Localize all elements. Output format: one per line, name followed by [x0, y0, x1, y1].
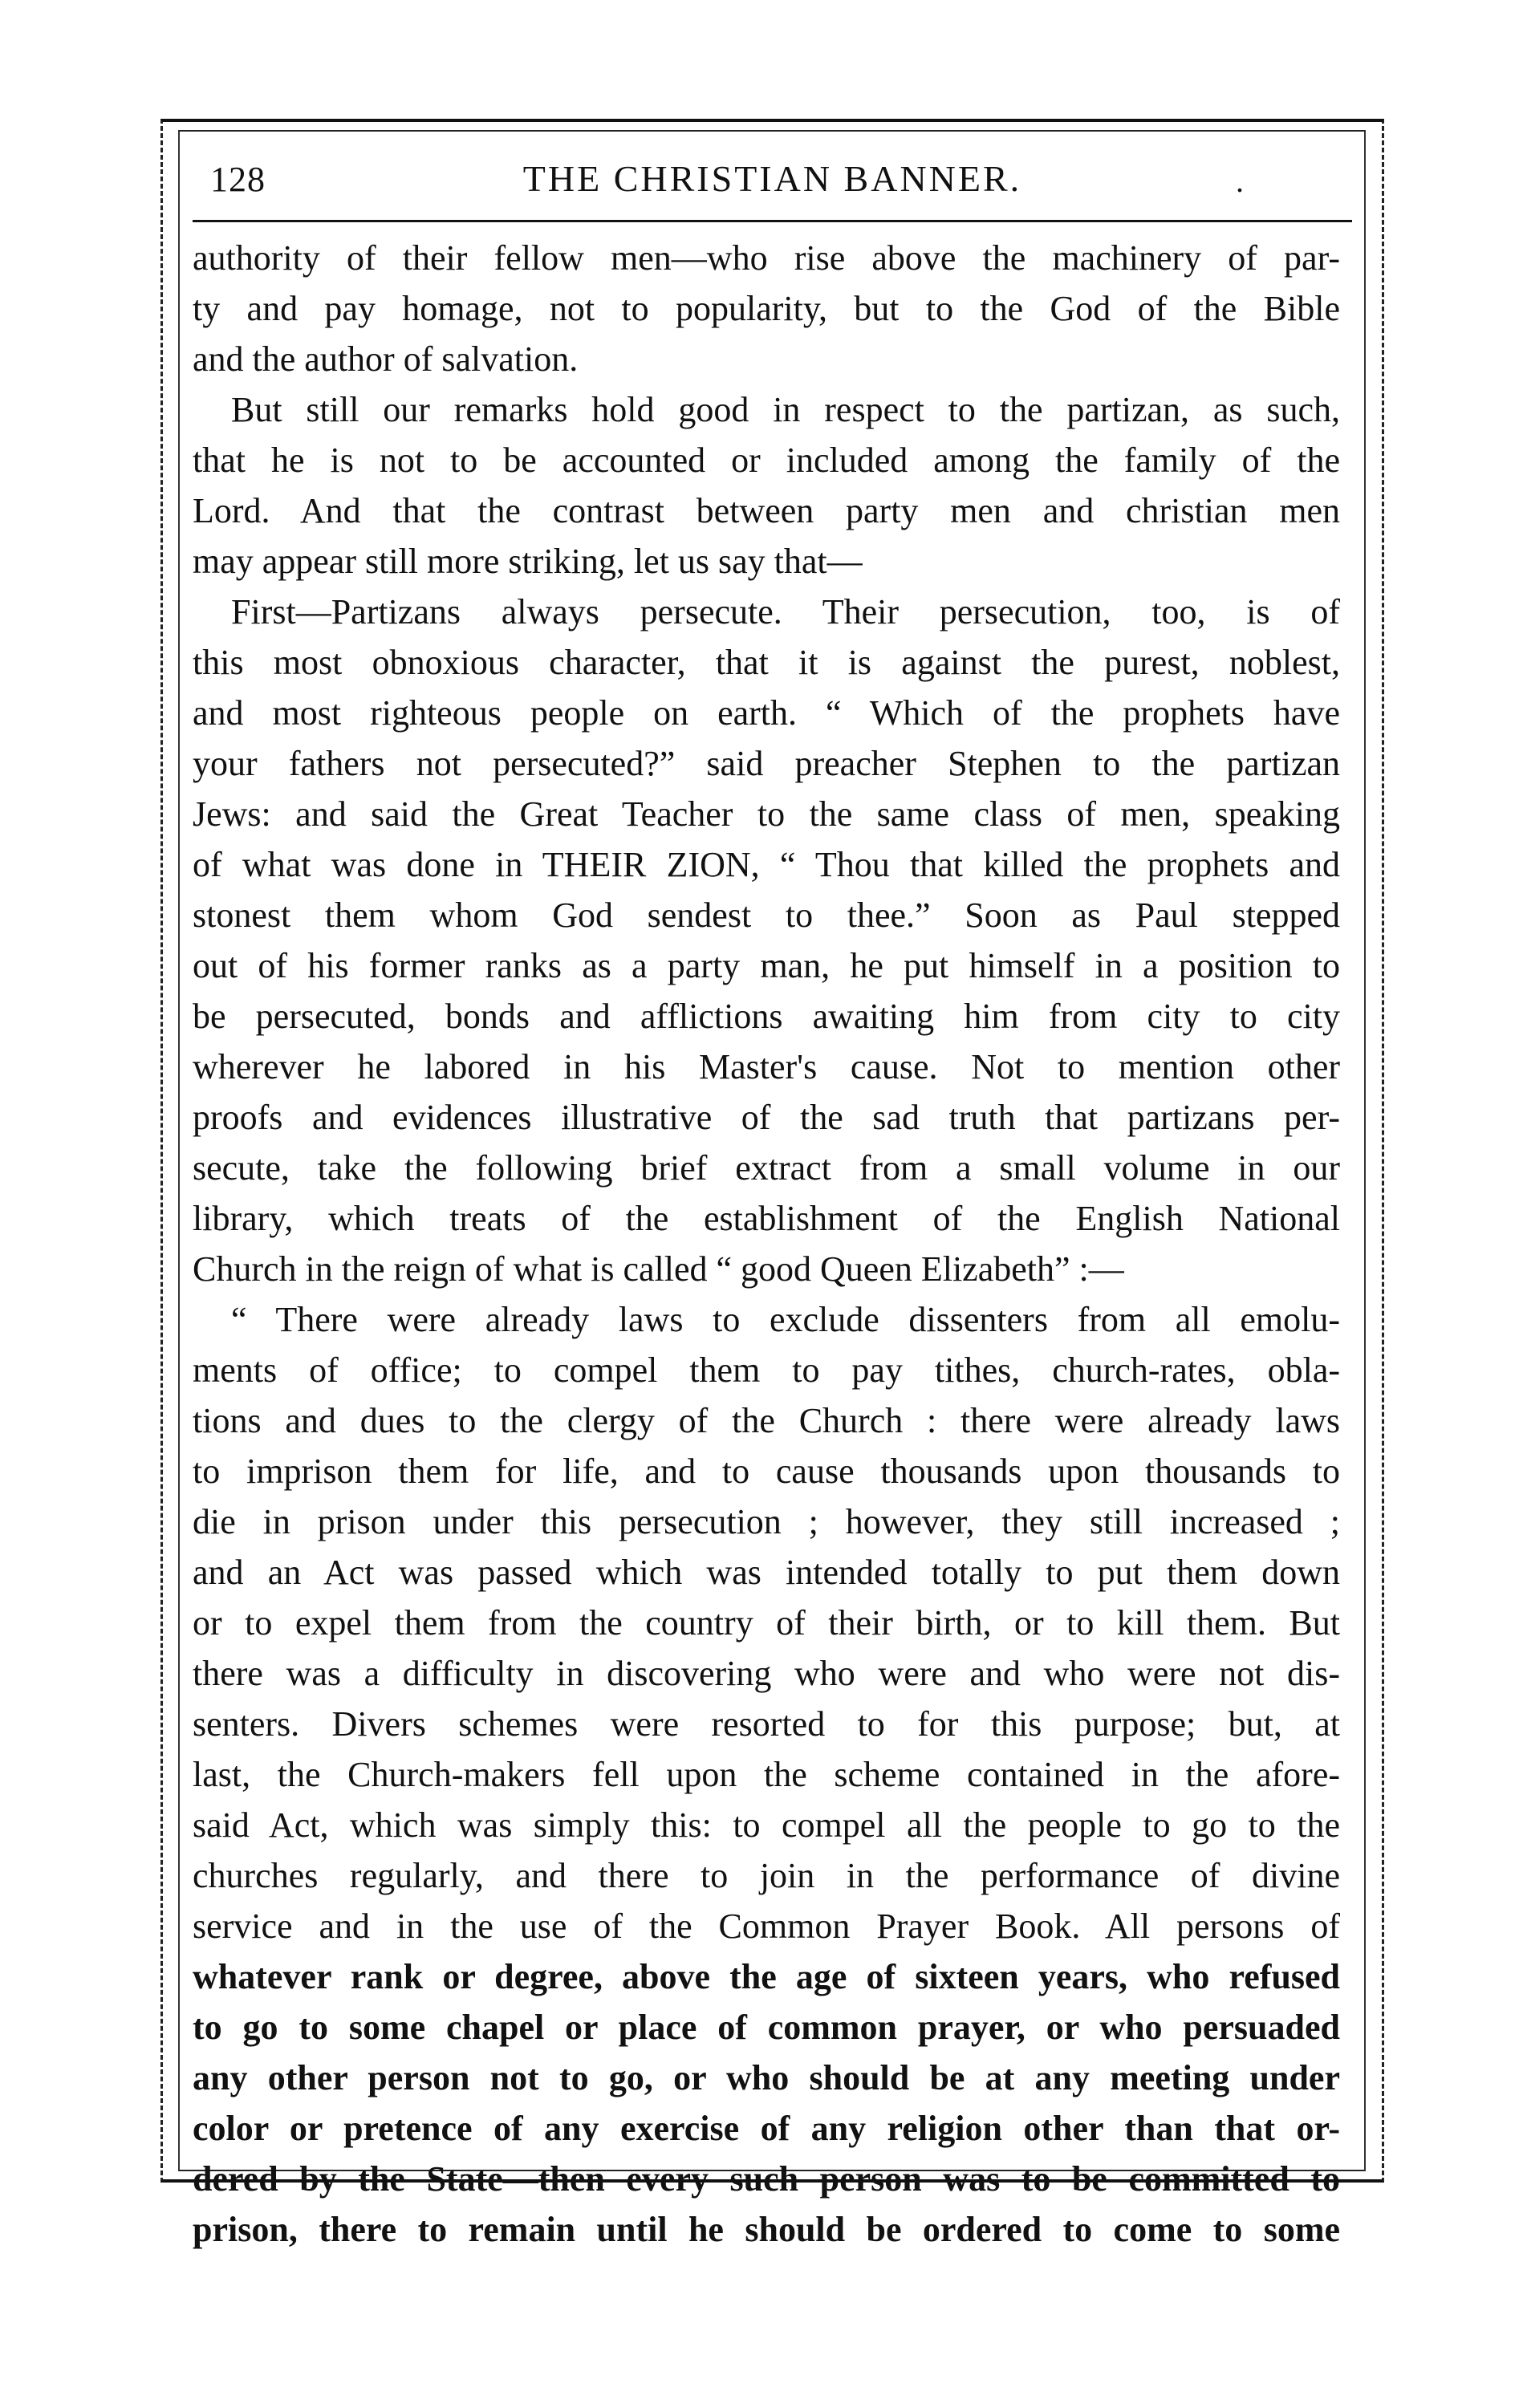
text-line: out of his former ranks as a party man, he put himself in a position to	[193, 946, 1340, 985]
text-line: First—Partizans always persecute. Their persecution, too, is of	[231, 592, 1340, 631]
text-line: and an Act was passed which was intended totally to put them down	[193, 1553, 1340, 1592]
text-line: service and in the use of the Common Prayer Book. All persons of	[193, 1907, 1340, 1946]
text-line: dered by the State—then every such person was to be committed to	[193, 2159, 1340, 2199]
text-line: or to expel them from the country of their birth, or to kill them. But	[193, 1603, 1340, 1643]
text-line: be persecuted, bonds and afflictions awaiting him from city to city	[193, 997, 1340, 1036]
text-line: Jews: and said the Great Teacher to the same class of men, speaking	[193, 794, 1340, 834]
text-line: “ There were already laws to exclude dissenters from all emolu-	[231, 1300, 1340, 1339]
text-line: churches regularly, and there to join in the performance of divine	[193, 1856, 1340, 1895]
text-line: and the author of salvation.	[193, 339, 579, 379]
header-dot: .	[1236, 163, 1244, 199]
text-line: authority of their fellow men—who rise above the machinery of par-	[193, 238, 1340, 278]
text-line: your fathers not persecuted?” said preacher Stephen to the partizan	[193, 744, 1340, 783]
text-line: secute, take the following brief extract from a small volume in our	[193, 1148, 1340, 1188]
text-line: to go to some chapel or place of common prayer, or who persuaded	[193, 2008, 1340, 2047]
text-line: there was a difficulty in discovering who were and who were not dis-	[193, 1654, 1340, 1693]
text-line: Church in the reign of what is called “ good Queen Elizabeth” :—	[193, 1249, 1124, 1289]
text-line: and most righteous people on earth. “ Which of the prophets have	[193, 693, 1340, 733]
text-line: ty and pay homage, not to popularity, but to the God of the Bible	[193, 289, 1340, 328]
text-line: stonest them whom God sendest to thee.” Soon as Paul stepped	[193, 895, 1340, 935]
text-line: ments of office; to compel them to pay tithes, church-rates, obla-	[193, 1350, 1340, 1390]
page-number: 128	[210, 160, 266, 199]
text-line: color or pretence of any exercise of any religion other than that or-	[193, 2109, 1340, 2148]
text-line: last, the Church-makers fell upon the scheme contained in the afore-	[193, 1755, 1340, 1794]
text-line: this most obnoxious character, that it is against the purest, noblest,	[193, 643, 1340, 682]
text-line: any other person not to go, or who should be at any meeting under	[193, 2058, 1340, 2097]
text-line: may appear still more striking, let us say that—	[193, 542, 863, 581]
text-line: of what was done in THEIR ZION, “ Thou that killed the prophets and	[193, 845, 1340, 884]
text-line: said Act, which was simply this: to compel all the people to go to the	[193, 1805, 1340, 1845]
text-line: senters. Divers schemes were resorted to for this purpose; but, at	[193, 1704, 1340, 1744]
text-line: whatever rank or degree, above the age of sixteen years, who refused	[193, 1957, 1340, 1996]
running-title: THE CHRISTIAN BANNER.	[522, 158, 1022, 199]
text-line: wherever he labored in his Master's cause. Not to mention other	[193, 1047, 1340, 1086]
page-header	[193, 146, 1352, 222]
text-line: But still our remarks hold good in respect to the partizan, as such,	[231, 390, 1340, 429]
text-line: Lord. And that the contrast between party men and christian men	[193, 491, 1340, 530]
text-line: proofs and evidences illustrative of the sad truth that partizans per-	[193, 1098, 1340, 1137]
text-line: die in prison under this persecution ; however, they still increased ;	[193, 1502, 1340, 1541]
text-line: library, which treats of the establishment of the English National	[193, 1199, 1340, 1238]
text-line: that he is not to be accounted or included among the family of the	[193, 441, 1340, 480]
text-line: tions and dues to the clergy of the Church : there were already laws	[193, 1401, 1340, 1440]
text-line: prison, there to remain until he should be ordered to come to some	[193, 2210, 1340, 2249]
text-line: to imprison them for life, and to cause thousands upon thousands to	[193, 1452, 1340, 1491]
article-body	[193, 233, 1340, 2255]
